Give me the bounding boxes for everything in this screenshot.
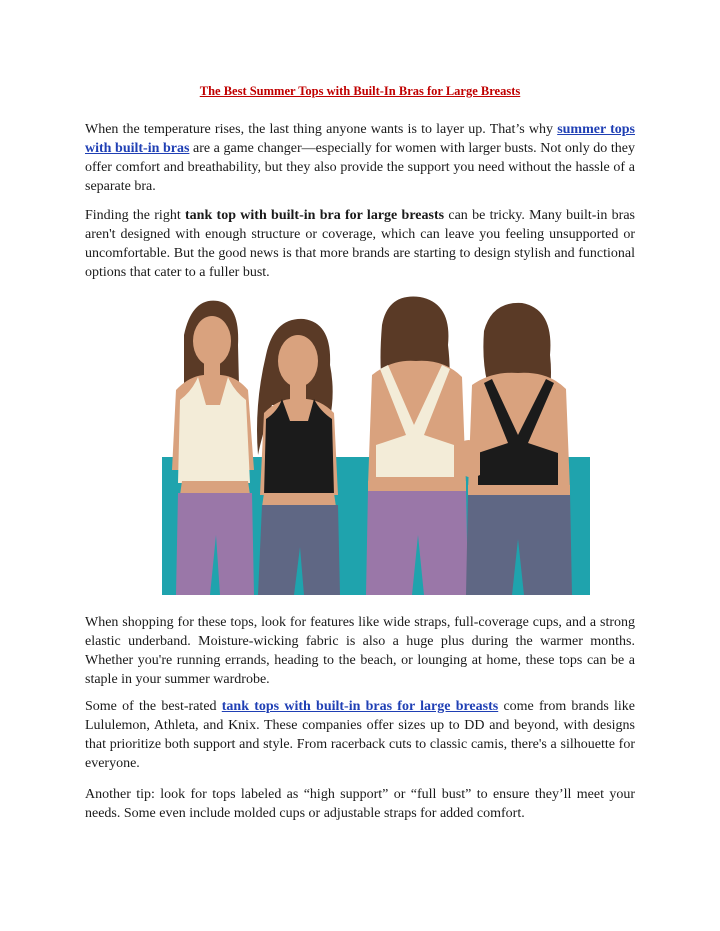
bold-phrase: tank top with built-in bra for large breasts	[185, 208, 445, 223]
paragraph-intro	[85, 120, 635, 196]
model-cream-front	[172, 301, 254, 595]
paragraph-text: Some of the best-rated	[85, 699, 222, 714]
paragraph-text: can be tricky. Many built-in bras aren't designed with enough structure or coverage, which can leave you feeling unsupported or uncomfortable. But the good news is that more brands are starting to design stylish and functional options that cater to a fuller bust.	[85, 208, 635, 280]
paragraph-text: Finding the right	[85, 208, 186, 223]
link-summer-tops[interactable]: summer tops with built-in bras	[85, 122, 635, 156]
paragraph-best-rated	[85, 697, 635, 773]
paragraph-text: are a game changer—especially for women with larger busts. Not only do they offer comfort and breathability, but they also provide the support you need without the hassle of a separate bra.	[85, 141, 635, 194]
paragraph-another-tip: Another tip: look for tops labeled as “high support” or “full bust” to ensure they’ll meet your needs. Some even include molded cups or adjustable straps for added comfort.	[85, 787, 635, 821]
paragraph-text: come from brands like Lululemon, Athleta, and Knix. These companies offer sizes up to DD and beyond, with designs that prioritize both support and style. From racerback cuts to classic camis, there's a silhouette for everyone.	[85, 699, 635, 771]
paragraph-finding	[85, 206, 635, 282]
link-tank-tops[interactable]: tank tops with built-in bras for large breasts	[221, 699, 499, 714]
models-illustration	[162, 295, 590, 595]
paragraph-shopping-tips: When shopping for these tops, look for features like wide straps, full-coverage cups, and a strong elastic underband. Moisture-wicking fabric is also a huge plus during the warmer months. Whether you're running errands, heading to the beach, or lounging at home, these tops can be a staple in your summer wardrobe.	[85, 615, 635, 687]
document-title: The Best Summer Tops with Built-In Bras for Large Breasts	[199, 84, 521, 98]
paragraph-text: When the temperature rises, the last thing anyone wants is to layer up. That’s why	[85, 122, 558, 137]
model-black-front	[257, 319, 340, 595]
product-photo	[162, 295, 590, 595]
model-black-back	[458, 303, 572, 595]
